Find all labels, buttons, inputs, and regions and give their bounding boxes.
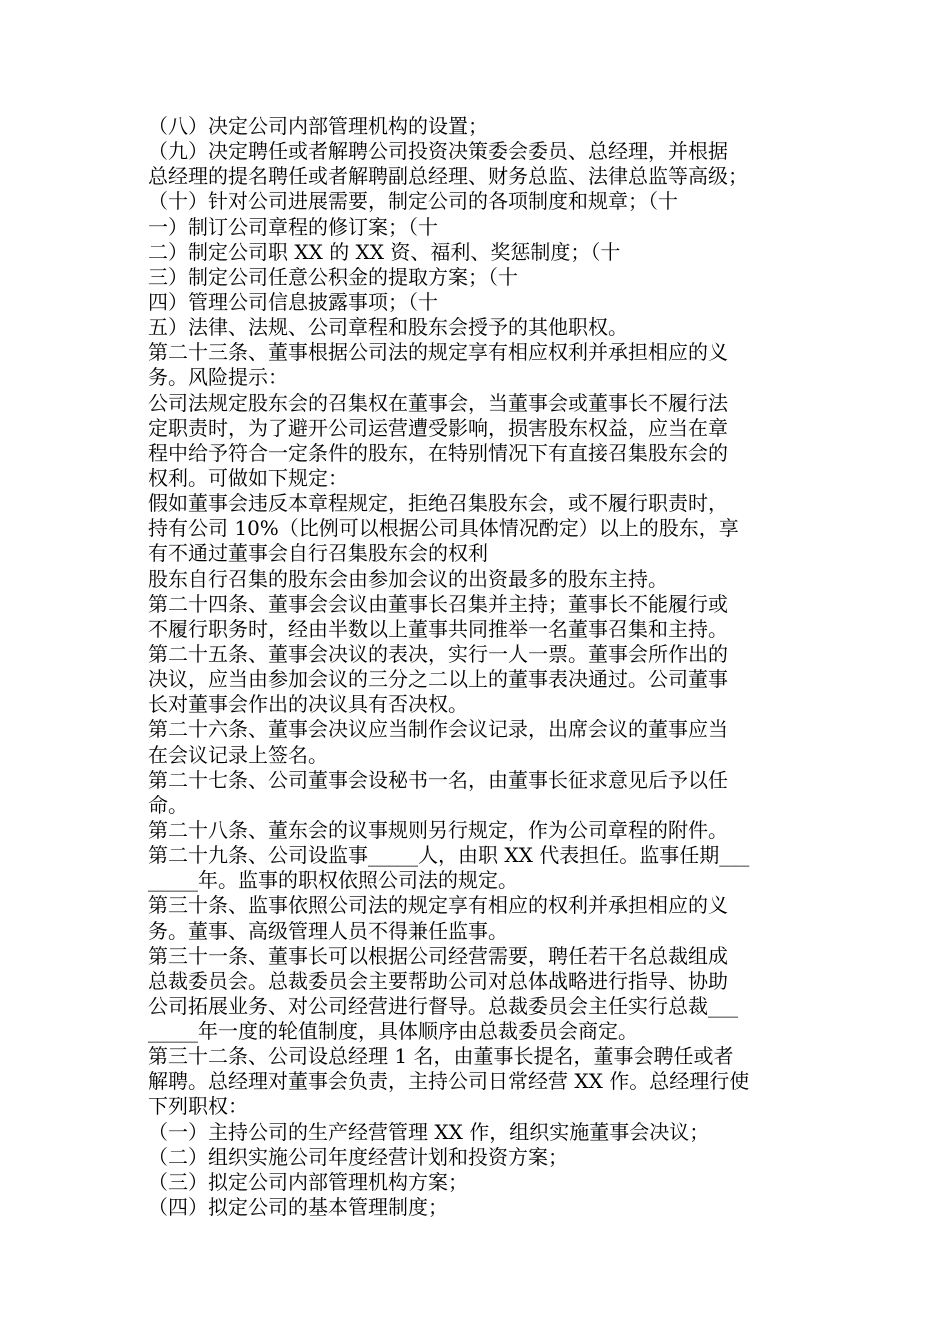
- text-line: （十）针对公司进展需要，制定公司的各项制度和规章；（十: [148, 189, 678, 214]
- text-line: 在会议记录上签名。: [148, 742, 328, 767]
- text-line: 权利。可做如下规定：: [148, 465, 348, 490]
- text-line: 有不通过董事会自行召集股东会的权利: [148, 541, 488, 566]
- text-line: 第三十一条、董事长可以根据公司经营需要，聘任若干名总裁组成: [148, 943, 728, 968]
- text-line: 一）制订公司章程的修订案；（十: [148, 214, 438, 239]
- text-line: 定职责时，为了避开公司运营遭受影响，损害股东权益，应当在章: [148, 415, 728, 440]
- text-line: （九）决定聘任或者解聘公司投资决策委会委员、总经理，并根据: [148, 139, 728, 164]
- text-line: 总经理的提名聘任或者解聘副总经理、财务总监、法律总监等高级；: [148, 164, 748, 189]
- text-line: 第三十二条、公司设总经理 1 名，由董事长提名，董事会聘任或者: [148, 1044, 734, 1069]
- text-line: （二）组织实施公司年度经营计划和投资方案；: [148, 1144, 568, 1169]
- text-line: 假如董事会违反本章程规定，拒绝召集股东会，或不履行职责时，: [148, 491, 728, 516]
- text-line: 第二十八条、董东会的议事规则另行规定，作为公司章程的附件。: [148, 817, 728, 842]
- text-line: 决议，应当由参加会议的三分之二以上的董事表决通过。公司董事: [148, 667, 728, 692]
- text-line: 务。风险提示：: [148, 365, 288, 390]
- text-line: 持有公司 10%（比例可以根据公司具体情况酌定）以上的股东，享: [148, 516, 739, 541]
- text-line: _____年一度的轮值制度，具体顺序由总裁委员会商定。: [148, 1019, 638, 1044]
- text-line: 第二十七条、公司董事会设秘书一名，由董事长征求意见后予以任: [148, 767, 728, 792]
- text-line: （一）主持公司的生产经营管理 XX 作，组织实施董事会决议；: [148, 1119, 710, 1144]
- text-line: 三）制定公司任意公积金的提取方案；（十: [148, 264, 518, 289]
- text-line: 二）制定公司职 XX 的 XX 资、福利、奖惩制度；（十: [148, 239, 621, 264]
- text-line: （三）拟定公司内部管理机构方案；: [148, 1169, 468, 1194]
- text-line: 第三十条、监事依照公司法的规定享有相应的权利并承担相应的义: [148, 893, 728, 918]
- text-line: 命。: [148, 792, 188, 817]
- text-line: 第二十三条、董事根据公司法的规定享有相应权利并承担相应的义: [148, 340, 728, 365]
- text-line: 五）法律、法规、公司章程和股东会授予的其他职权。: [148, 315, 628, 340]
- text-line: 第二十五条、董事会决议的表决，实行一人一票。董事会所作出的: [148, 641, 728, 666]
- text-line: 解聘。总经理对董事会负责，主持公司日常经营 XX 作。总经理行使: [148, 1069, 750, 1094]
- text-line: 第二十四条、董事会会议由董事长召集并主持；董事长不能履行或: [148, 591, 728, 616]
- document-body: [148, 114, 808, 1220]
- text-line: 务。董事、高级管理人员不得兼任监事。: [148, 918, 508, 943]
- text-line: 长对董事会作出的决议具有否决权。: [148, 692, 468, 717]
- text-line: 第二十九条、公司设监事_____人，由职 XX 代表担任。监事任期___: [148, 843, 750, 868]
- text-line: 公司拓展业务、对公司经营进行督导。总裁委员会主任实行总裁___: [148, 993, 738, 1018]
- text-line: 下列职权：: [148, 1094, 248, 1119]
- text-line: 股东自行召集的股东会由参加会议的出资最多的股东主持。: [148, 566, 668, 591]
- text-line: 总裁委员会。总裁委员会主要帮助公司对总体战略进行指导、协助: [148, 968, 728, 993]
- text-line: （八）决定公司内部管理机构的设置；: [148, 114, 488, 138]
- text-line: _____年。监事的职权依照公司法的规定。: [148, 868, 518, 893]
- text-line: （四）拟定公司的基本管理制度；: [148, 1195, 448, 1220]
- text-line: 第二十六条、董事会决议应当制作会议记录，出席会议的董事应当: [148, 717, 728, 742]
- text-line: 不履行职务时，经由半数以上董事共同推举一名董事召集和主持。: [148, 616, 728, 641]
- text-line: 程中给予符合一定条件的股东，在特别情况下有直接召集股东会的: [148, 440, 728, 465]
- text-line: 公司法规定股东会的召集权在董事会，当董事会或董事长不履行法: [148, 390, 728, 415]
- text-line: 四）管理公司信息披露事项；（十: [148, 289, 438, 314]
